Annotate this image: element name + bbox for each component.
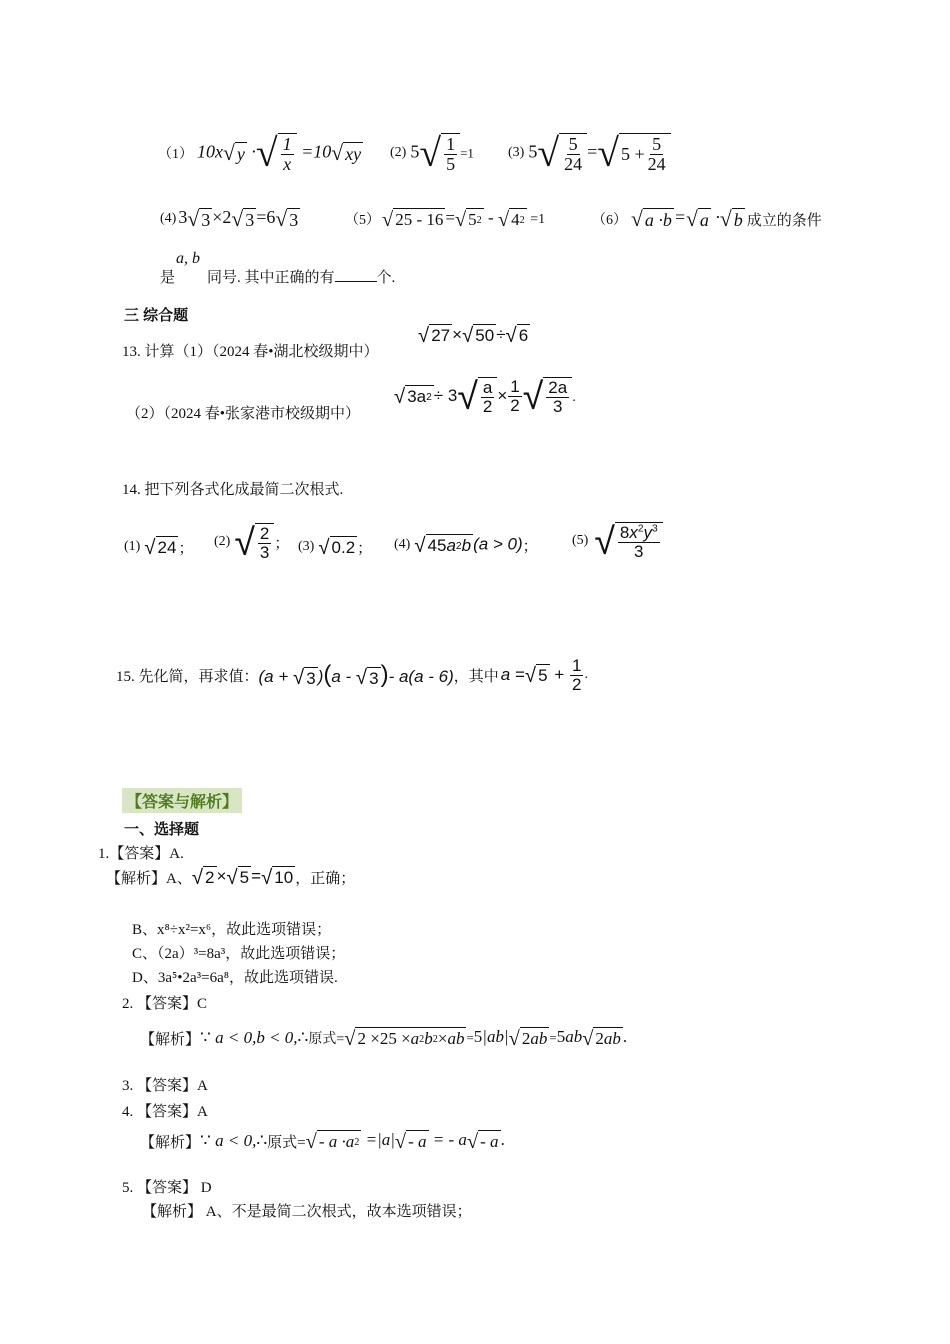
- q14-item2-formula: √ $\frac{2}{3}$: [234, 523, 274, 562]
- q14-items: [124, 512, 684, 572]
- answer-2: 2. 【答案】C: [122, 996, 208, 1012]
- q12-item6-formula: √ a ·b = √ a · √ b: [631, 207, 743, 232]
- q14-item1: [124, 536, 193, 558]
- q14-item4: [394, 534, 538, 556]
- q12-answer-blank: [335, 269, 377, 282]
- q13-part2-formula: √ 3a 2 ÷ 3 √ $\frac{a}{2}$ × $\frac{1}{2}$ √ $\frac{2a}{3}$ .: [394, 374, 577, 417]
- q14-item4-label: (4): [394, 537, 411, 552]
- q12-tail-end: 个.: [376, 270, 396, 286]
- answer-4-orig: 原式=: [267, 1134, 306, 1151]
- q12-item4-label: (4): [160, 211, 177, 226]
- q12-item4-formula: 3 √ 3 ×2 √ 3 =6 √ 3: [178, 207, 299, 232]
- q14-item4-formula: √ 45 a 2 b (a > 0): [414, 534, 523, 557]
- answer-4: 4. 【答案】A: [122, 1104, 208, 1120]
- q14-item2: [214, 514, 289, 570]
- answer-2-exp-label: 【解析】: [140, 1031, 201, 1048]
- q12-shi: 是: [160, 270, 176, 286]
- answer-2-explanation: [140, 1020, 627, 1056]
- q14-stem: 14. 把下列各式化成最简二次根式.: [122, 482, 344, 498]
- q13-stem: 13. 计算（1）（2024 春•湖北校级期中）: [122, 344, 379, 360]
- q14-item1-label: (1): [124, 539, 141, 554]
- q14-item5-formula: √ $\frac{8x^2y^3}{3}$: [594, 522, 662, 561]
- q14-semi-1: ；: [178, 540, 194, 557]
- q12-item5-label: （5）: [345, 213, 380, 228]
- answer-4-exp-label: 【解析】: [140, 1134, 201, 1151]
- answer-banner: 【答案与解析】: [122, 788, 242, 813]
- answer-1: 1.【答案】A.: [98, 846, 184, 862]
- answer-1-exp-label: 【解析】A、: [106, 870, 192, 887]
- q12-item1-label: （1）: [158, 147, 193, 162]
- q12-item2-label: (2): [390, 145, 407, 160]
- answer-2-condition: ∵ a < 0,b < 0,∴: [200, 1028, 309, 1047]
- q14-item3-formula: √ 0.2: [318, 536, 356, 559]
- q12-item6: [592, 204, 822, 234]
- q14-semi-2: ；: [274, 535, 290, 552]
- q12-ab: a, b: [176, 250, 200, 267]
- q12-tail: [207, 266, 395, 287]
- q15: [116, 650, 588, 700]
- q12-tail-text: 同号. 其中正确的有: [207, 270, 335, 286]
- q14-item1-formula: √ 24: [144, 536, 177, 559]
- q15-end: .: [584, 667, 588, 682]
- q15-stem: 15. 先化简，再求值：: [116, 668, 259, 685]
- answer-1-d: D、3a⁵•2a³=6a⁸，故此选项错误.: [132, 970, 338, 986]
- q14-item5-label: (5): [572, 533, 589, 548]
- answer-5: 5. 【答案】 D: [122, 1180, 212, 1196]
- q12-item3: [508, 126, 671, 180]
- answer-1-formula: √ 2 × √ 5 = √ 10: [191, 866, 294, 889]
- q14-semi-4: ；: [522, 538, 538, 555]
- q12-item5: [345, 204, 545, 234]
- answer-2-formula: √ 2 ×25 × a 2 b 2 × ab =5|ab| √ 2 ab =5ab √ 2 ab .: [344, 1026, 628, 1050]
- answer-1-c: C、（2a）³=8a³，故此选项错误；: [132, 946, 346, 962]
- section-3-heading: 三 综合题: [124, 307, 189, 324]
- q14-item3-label: (3): [298, 539, 315, 554]
- answers-section-1: 一、选择题: [124, 821, 200, 838]
- answer-4-explanation: [140, 1124, 505, 1158]
- answer-2-orig: 原式=: [308, 1032, 345, 1047]
- q14-item5: [572, 512, 663, 570]
- q12-item2: [390, 128, 474, 178]
- q12-item1: [158, 128, 363, 178]
- q15-mid: ，其中: [453, 668, 499, 685]
- q12-item3-formula: 5 √ $\frac{5}{24}$ = √ 5 + $\frac{5}{24}$: [528, 133, 670, 174]
- answer-1-explanation: [106, 862, 355, 892]
- q15-value: a = √ 5 + $\frac{1}{2}$: [500, 655, 582, 694]
- q12-item6-condition: 成立的条件: [746, 212, 822, 229]
- q12-item2-formula: 5 √ $\frac{1}{5}$ =1: [410, 130, 474, 175]
- answer-1-ok: ，正确；: [295, 870, 356, 887]
- q12-item6-label: （6）: [592, 213, 627, 228]
- answer-5-explanation: 【解析】 A、不是最简二次根式，故本选项错误；: [142, 1204, 472, 1220]
- q14-item3: [298, 536, 372, 558]
- q12-item5-formula: √ 25 - 16 = √ 5 2 - √ 4 2 =1: [382, 207, 546, 231]
- answer-4-formula: √ - a ·a 2 =|a| √ - a = - a √ - a .: [305, 1129, 505, 1153]
- q12-item1-formula: 10x √ y · √ $\frac{1}{x}$ =10 √ xy: [197, 130, 362, 175]
- q15-expression: (a + √ 3 )(a - √ 3 )- a(a - 6): [258, 661, 454, 690]
- q14-semi-3: ；: [357, 540, 373, 557]
- q13-end: .: [572, 388, 577, 404]
- q14-item2-label: (2): [214, 534, 231, 549]
- answer-4-condition: ∵ a < 0,∴: [200, 1131, 268, 1150]
- answer-1-b: B、x⁸÷x²=x⁶，故此选项错误；: [132, 922, 332, 938]
- q13-part1-formula: √ 27 × √ 50 ÷ √ 6: [418, 324, 529, 347]
- q12-item3-label: (3): [508, 145, 525, 160]
- q13-part2-stem: （2）（2024 春•张家港市校级期中）: [126, 406, 361, 422]
- q12-item4: [160, 204, 300, 234]
- answer-3: 3. 【答案】A: [122, 1078, 208, 1094]
